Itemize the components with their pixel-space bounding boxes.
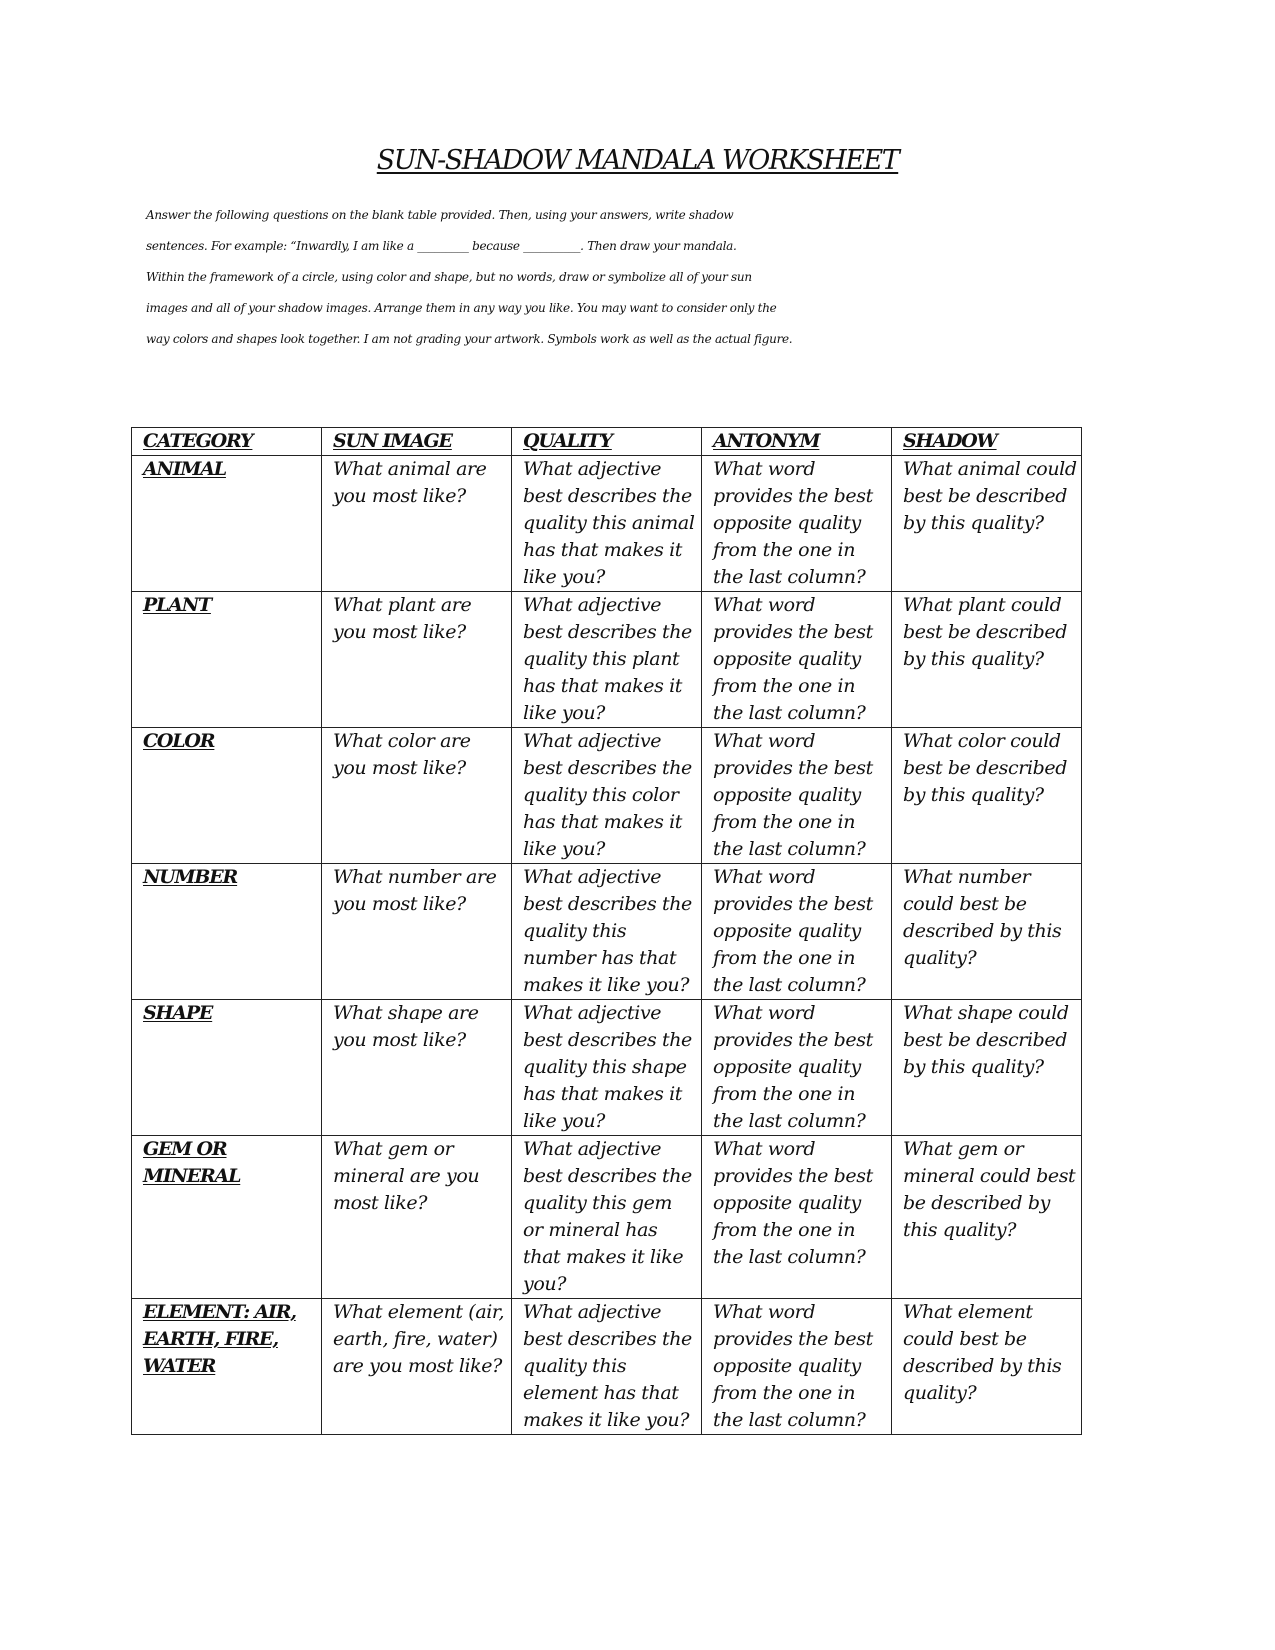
sun-image-cell: What gem or mineral are you most like? bbox=[322, 1136, 512, 1299]
table-row bbox=[132, 864, 1082, 1000]
header-antonym: ANTONYM bbox=[702, 428, 892, 456]
antonym-cell: What word provides the best opposite quality from the one in the last column? bbox=[702, 864, 892, 1000]
header-sun-image: SUN IMAGE bbox=[322, 428, 512, 456]
quality-cell: What adjective best describes the quality this plant has that makes it like you? bbox=[512, 592, 702, 728]
category-cell: ANIMAL bbox=[132, 456, 322, 592]
category-cell: ELEMENT: AIR, EARTH, FIRE, WATER bbox=[132, 1299, 322, 1435]
instructions-line: images and all of your shadow images. Arrange them in any way you like. You may want to consider only the bbox=[146, 301, 777, 315]
sun-image-cell: What element (air, earth, fire, water) are you most like? bbox=[322, 1299, 512, 1435]
instructions-line: way colors and shapes look together. I am not grading your artwork. Symbols work as well as the actual figure. bbox=[146, 332, 793, 346]
shadow-cell: What gem or mineral could best be described by this quality? bbox=[892, 1136, 1082, 1299]
sun-image-cell: What plant are you most like? bbox=[322, 592, 512, 728]
sun-image-cell: What shape are you most like? bbox=[322, 1000, 512, 1136]
quality-cell: What adjective best describes the quality this element has that makes it like you? bbox=[512, 1299, 702, 1435]
table-row bbox=[132, 1000, 1082, 1136]
antonym-cell: What word provides the best opposite quality from the one in the last column? bbox=[702, 592, 892, 728]
quality-cell: What adjective best describes the quality this shape has that makes it like you? bbox=[512, 1000, 702, 1136]
header-category: CATEGORY bbox=[132, 428, 322, 456]
table-row bbox=[132, 728, 1082, 864]
category-cell: COLOR bbox=[132, 728, 322, 864]
shadow-cell: What color could best be described by this quality? bbox=[892, 728, 1082, 864]
antonym-cell: What word provides the best opposite quality from the one in the last column? bbox=[702, 456, 892, 592]
worksheet-title: SUN-SHADOW MANDALA WORKSHEET bbox=[376, 145, 899, 176]
table-header-row bbox=[132, 428, 1082, 456]
category-cell: NUMBER bbox=[132, 864, 322, 1000]
category-cell: SHAPE bbox=[132, 1000, 322, 1136]
instructions-line: Answer the following questions on the blank table provided. Then, using your answers, write shadow bbox=[146, 208, 734, 222]
shadow-cell: What element could best be described by this quality? bbox=[892, 1299, 1082, 1435]
quality-cell: What adjective best describes the quality this animal has that makes it like you? bbox=[512, 456, 702, 592]
antonym-cell: What word provides the best opposite quality from the one in the last column? bbox=[702, 728, 892, 864]
shadow-cell: What plant could best be described by this quality? bbox=[892, 592, 1082, 728]
category-cell: GEM OR MINERAL bbox=[132, 1136, 322, 1299]
antonym-cell: What word provides the best opposite quality from the one in the last column? bbox=[702, 1000, 892, 1136]
table-row bbox=[132, 456, 1082, 592]
header-shadow: SHADOW bbox=[892, 428, 1082, 456]
quality-cell: What adjective best describes the quality this number has that makes it like you? bbox=[512, 864, 702, 1000]
table-row bbox=[132, 592, 1082, 728]
quality-cell: What adjective best describes the quality this color has that makes it like you? bbox=[512, 728, 702, 864]
sun-image-cell: What color are you most like? bbox=[322, 728, 512, 864]
shadow-cell: What number could best be described by this quality? bbox=[892, 864, 1082, 1000]
antonym-cell: What word provides the best opposite quality from the one in the last column? bbox=[702, 1136, 892, 1299]
shadow-cell: What shape could best be described by this quality? bbox=[892, 1000, 1082, 1136]
table-row bbox=[132, 1136, 1082, 1299]
quality-cell: What adjective best describes the quality this gem or mineral has that makes it like you? bbox=[512, 1136, 702, 1299]
instructions-line: sentences. For example: “Inwardly, I am like a _________ because __________. Then draw your mandala. bbox=[146, 239, 737, 253]
category-cell: PLANT bbox=[132, 592, 322, 728]
instructions-paragraph bbox=[146, 200, 1146, 355]
antonym-cell: What word provides the best opposite quality from the one in the last column? bbox=[702, 1299, 892, 1435]
worksheet-table bbox=[131, 427, 1082, 1435]
shadow-cell: What animal could best be described by this quality? bbox=[892, 456, 1082, 592]
sun-image-cell: What number are you most like? bbox=[322, 864, 512, 1000]
instructions-line: Within the framework of a circle, using color and shape, but no words, draw or symbolize all of your sun bbox=[146, 270, 752, 284]
sun-image-cell: What animal are you most like? bbox=[322, 456, 512, 592]
header-quality: QUALITY bbox=[512, 428, 702, 456]
table-row bbox=[132, 1299, 1082, 1435]
